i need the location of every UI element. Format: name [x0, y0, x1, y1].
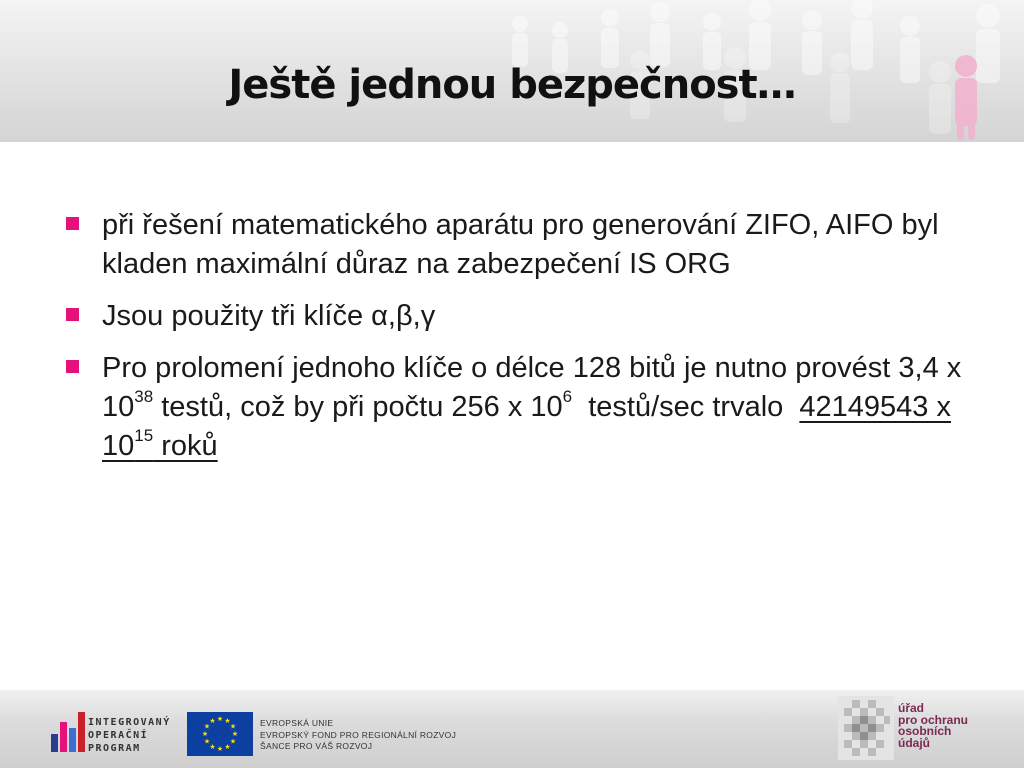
bullet-item-2	[64, 297, 964, 336]
svg-text:★: ★	[229, 722, 237, 731]
iop-bars-logo	[50, 708, 86, 754]
slide-header	[0, 0, 1024, 142]
eu-flag-icon	[187, 712, 253, 756]
iop-line-3: PROGRAM	[88, 743, 141, 754]
iop-logo-text	[88, 716, 171, 755]
svg-text:★: ★	[203, 737, 211, 746]
eu-line-3: ŠANCE PRO VÁŠ ROZVOJ	[260, 741, 373, 751]
uoou-mosaic-logo	[838, 696, 894, 760]
eu-line-2: EVROPSKÝ FOND PRO REGIONÁLNÍ ROZVOJ	[260, 729, 457, 740]
duration-mantissa: 42149543 x 10	[102, 391, 951, 462]
eu-line-1: EVROPSKÁ UNIE	[260, 718, 334, 728]
svg-text:★: ★	[209, 717, 216, 725]
bullet-3-text-part1: Pro prolomení jednoho klíče o délce 128 bitů je nutno provést 3,4 x 10	[102, 352, 962, 423]
svg-text:★: ★	[224, 717, 231, 725]
svg-text:★: ★	[216, 745, 224, 753]
square-bullet-icon	[66, 308, 79, 321]
exponent-6: 6	[562, 387, 573, 407]
bullet-item-1	[64, 206, 964, 284]
bullet-list	[64, 206, 964, 479]
uoou-line-4: údajů	[898, 735, 930, 750]
svg-text:★: ★	[203, 722, 211, 731]
bullet-2-text: Jsou použity tři klíče α,β,γ	[102, 300, 436, 332]
eu-fund-text	[260, 718, 456, 753]
bullet-item-3	[64, 349, 964, 466]
duration-unit: roků	[153, 430, 218, 462]
svg-text:★: ★	[231, 730, 239, 738]
uoou-line-3: osobních	[898, 724, 952, 738]
square-bullet-icon	[66, 217, 79, 230]
svg-text:★: ★	[209, 743, 216, 751]
bullet-1-text: při řešení matematického aparátu pro generování ZIFO, AIFO byl kladen maximální důraz na zabezpečení IS ORG	[102, 209, 939, 280]
square-bullet-icon	[66, 360, 79, 373]
svg-text:★: ★	[229, 737, 237, 746]
exponent-38: 38	[134, 387, 154, 407]
bullet-3-text-part3: testů/sec trvalo	[572, 391, 800, 423]
svg-text:★: ★	[224, 743, 231, 751]
bullet-3-text-part2: testů, což by při počtu 256 x 10	[153, 391, 563, 423]
iop-line-1: INTEGROVANÝ	[88, 717, 171, 728]
exponent-15: 15	[134, 426, 154, 446]
uoou-line-1: úřad	[898, 701, 925, 715]
slide-title: Ještě jednou bezpečnost…	[228, 62, 796, 108]
svg-text:★: ★	[201, 730, 209, 738]
uoou-logo-text	[898, 703, 968, 749]
svg-text:★: ★	[216, 715, 224, 723]
iop-line-2: OPERAČNÍ	[88, 730, 149, 741]
uoou-line-2: pro ochranu	[898, 712, 969, 727]
